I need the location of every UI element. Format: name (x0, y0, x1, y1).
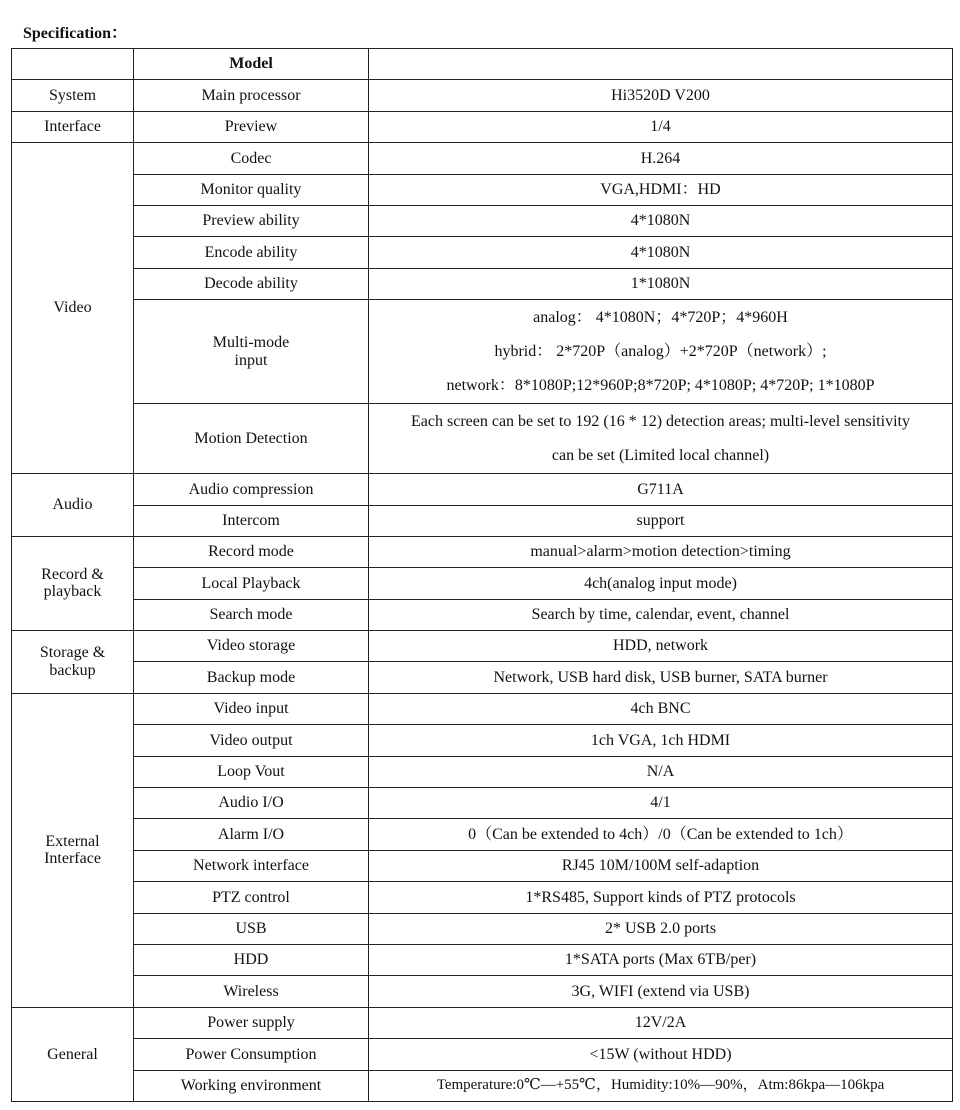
spec-value: G711A (369, 474, 953, 505)
motion-line-1: Each screen can be set to 192 (16 * 12) detection areas; multi-level sensitivity (411, 412, 910, 430)
group-general: General (12, 1007, 134, 1101)
spec-label: Loop Vout (134, 756, 369, 787)
group-interface: Interface (12, 111, 134, 142)
spec-label: Main processor (134, 80, 369, 111)
spec-value: Network, USB hard disk, USB burner, SATA burner (369, 662, 953, 693)
spec-value: <15W (without HDD) (369, 1039, 953, 1070)
table-row (12, 976, 953, 1007)
spec-label: Monitor quality (134, 174, 369, 205)
spec-label: Audio I/O (134, 788, 369, 819)
spec-value: 1/4 (369, 111, 953, 142)
multi-mode-analog: analog： 4*1080N；4*720P；4*960H (533, 308, 788, 326)
spec-label: Intercom (134, 505, 369, 536)
table-row (12, 662, 953, 693)
table-row (12, 268, 953, 299)
table-row (12, 599, 953, 630)
specification-table (11, 48, 953, 1102)
spec-label: Network interface (134, 850, 369, 881)
table-row (12, 913, 953, 944)
header-value-cell (369, 49, 953, 80)
spec-value: 3G, WIFI (extend via USB) (369, 976, 953, 1007)
multi-mode-hybrid: hybrid： 2*720P（analog）+2*720P（network）; (494, 342, 827, 360)
header-row (12, 49, 953, 80)
spec-value: support (369, 505, 953, 536)
table-row (12, 505, 953, 536)
spec-value: 4/1 (369, 788, 953, 819)
group-audio: Audio (12, 474, 134, 537)
model-header: Model (134, 49, 369, 80)
table-row (12, 568, 953, 599)
spec-label: USB (134, 913, 369, 944)
spec-value: 1ch VGA, 1ch HDMI (369, 725, 953, 756)
group-system: System (12, 80, 134, 111)
table-row (12, 1039, 953, 1070)
spec-value: VGA,HDMI：HD (369, 174, 953, 205)
spec-label: Power supply (134, 1007, 369, 1038)
spec-value: Search by time, calendar, event, channel (369, 599, 953, 630)
table-row (12, 819, 953, 850)
table-row (12, 536, 953, 567)
table-row (12, 474, 953, 505)
spec-value: 2* USB 2.0 ports (369, 913, 953, 944)
spec-label: Video storage (134, 631, 369, 662)
spec-value: 4*1080N (369, 205, 953, 236)
spec-value: 0（Can be extended to 4ch）/0（Can be extended to 1ch） (369, 819, 953, 850)
table-row (12, 631, 953, 662)
spec-value: RJ45 10M/100M self-adaption (369, 850, 953, 881)
spec-label: Decode ability (134, 268, 369, 299)
table-row (12, 725, 953, 756)
table-row (12, 882, 953, 913)
spec-label: Video output (134, 725, 369, 756)
table-row (12, 1070, 953, 1101)
page-heading: Specification： (23, 25, 127, 42)
table-row (12, 1007, 953, 1038)
spec-value: Temperature:0℃—+55℃，Humidity:10%—90%，Atm:86kpa—106kpa (369, 1070, 953, 1101)
table-row (12, 80, 953, 111)
table-row (12, 205, 953, 236)
table-row (12, 143, 953, 174)
table-row (12, 404, 953, 474)
table-row (12, 756, 953, 787)
table-row (12, 111, 953, 142)
spec-value-multiline (369, 300, 953, 404)
spec-label: Alarm I/O (134, 819, 369, 850)
spec-label: Local Playback (134, 568, 369, 599)
spec-value: HDD, network (369, 631, 953, 662)
spec-label: Video input (134, 693, 369, 724)
spec-label: Motion Detection (134, 404, 369, 474)
table-row (12, 237, 953, 268)
spec-value: 4ch(analog input mode) (369, 568, 953, 599)
spec-label: Preview ability (134, 205, 369, 236)
spec-value: H.264 (369, 143, 953, 174)
table-row (12, 788, 953, 819)
group-storage-backup: Storage & backup (12, 631, 134, 694)
spec-label: PTZ control (134, 882, 369, 913)
spec-label: Wireless (134, 976, 369, 1007)
spec-label: HDD (134, 944, 369, 975)
spec-value: 4ch BNC (369, 693, 953, 724)
spec-label: Power Consumption (134, 1039, 369, 1070)
spec-value: manual>alarm>motion detection>timing (369, 536, 953, 567)
table-row (12, 850, 953, 881)
table-row (12, 174, 953, 205)
spec-label: Search mode (134, 599, 369, 630)
spec-value: 1*1080N (369, 268, 953, 299)
spec-value: 12V/2A (369, 1007, 953, 1038)
spec-value: N/A (369, 756, 953, 787)
spec-value: 1*RS485, Support kinds of PTZ protocols (369, 882, 953, 913)
spec-label: Codec (134, 143, 369, 174)
header-empty-cell (12, 49, 134, 80)
table-row (12, 693, 953, 724)
group-external-interface: External Interface (12, 693, 134, 1007)
spec-label: Preview (134, 111, 369, 142)
spec-label: Working environment (134, 1070, 369, 1101)
table-row (12, 300, 953, 404)
spec-value: 4*1080N (369, 237, 953, 268)
spec-value-multiline (369, 404, 953, 474)
spec-label: Backup mode (134, 662, 369, 693)
multi-mode-network: network：8*1080P;12*960P;8*720P; 4*1080P; 4*720P; 1*1080P (446, 376, 875, 394)
table-row (12, 944, 953, 975)
spec-value: Hi3520D V200 (369, 80, 953, 111)
group-video: Video (12, 143, 134, 474)
motion-line-2: can be set (Limited local channel) (551, 446, 770, 464)
spec-label: Multi-mode input (134, 300, 369, 404)
group-record-playback: Record & playback (12, 536, 134, 630)
spec-value: 1*SATA ports (Max 6TB/per) (369, 944, 953, 975)
spec-label: Encode ability (134, 237, 369, 268)
spec-label: Audio compression (134, 474, 369, 505)
spec-label: Record mode (134, 536, 369, 567)
